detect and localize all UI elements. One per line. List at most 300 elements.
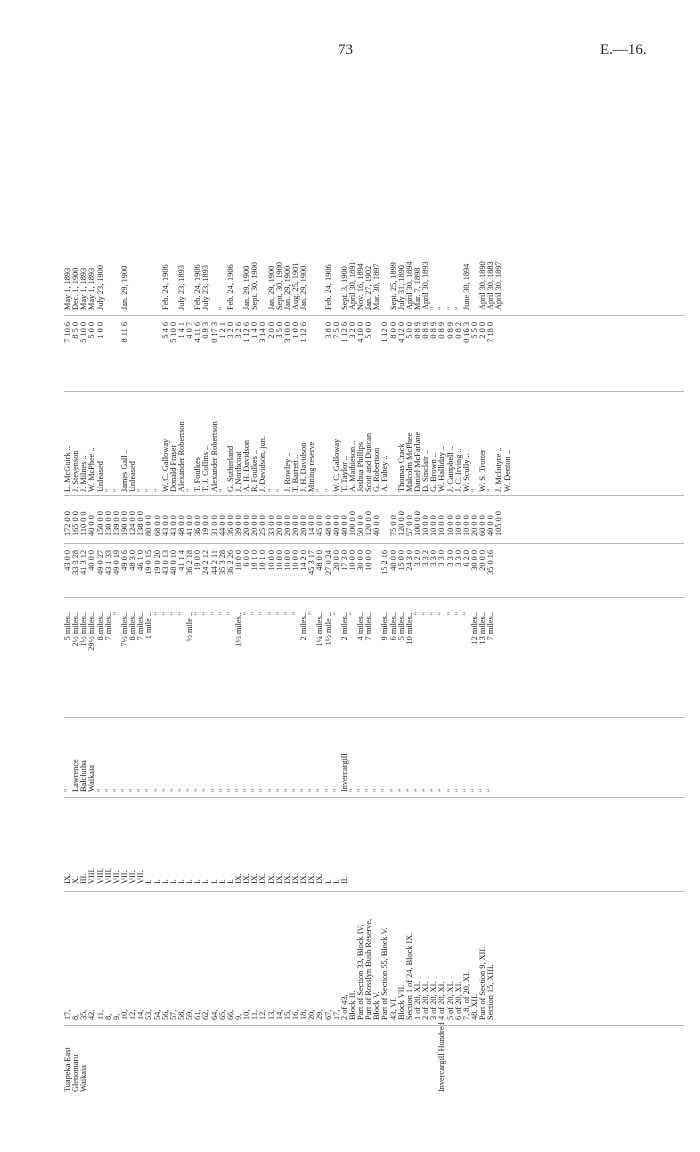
table-cell: Part of Section 33, Block IV. — [356, 924, 366, 1020]
table-cell: " — [111, 788, 121, 792]
table-cell: 29, — [315, 1009, 325, 1020]
table-cell: 4 12 0 — [396, 322, 406, 343]
table-cell: 11, — [95, 1009, 105, 1020]
table-cell: 14 2 0 — [299, 550, 309, 571]
table-cell: G. Sutherland — [225, 445, 235, 492]
table-cell: Glenomaru — [71, 1054, 81, 1092]
table-cell — [268, 1030, 276, 1092]
table-cell: Block VII. — [396, 984, 406, 1020]
table-cell: 31 0 0 — [209, 515, 219, 536]
table-cell: " — [250, 788, 260, 792]
table-cell: 3 of 20, XI. — [429, 981, 439, 1020]
table-cell: 13, — [266, 1009, 276, 1020]
table-cell: J. Davidson, jun. — [258, 435, 268, 492]
table-cell: " — [421, 788, 431, 792]
table-cell: 58, — [176, 1009, 186, 1020]
table-cell: 110 0 0 — [79, 511, 89, 536]
table-cell: June 30, 1894 — [461, 263, 471, 310]
table-cell: 1 12 6 — [299, 322, 309, 343]
lessee-column — [64, 382, 512, 492]
table-cell: I. — [144, 879, 154, 884]
column-divider — [64, 717, 684, 718]
table-cell: " — [136, 488, 146, 492]
table-cell: 17 3 0 — [339, 550, 349, 571]
table-cell: II. — [339, 876, 349, 884]
table-cell: 35 0 16 — [486, 550, 496, 575]
table-cell — [341, 1030, 349, 1092]
table-cell: " — [209, 788, 219, 792]
table-cell: 56, — [160, 1009, 170, 1020]
table-cell: " — [356, 788, 366, 792]
table-cell: 105 0 0 — [494, 511, 504, 536]
table-cell: " — [217, 488, 227, 492]
table-cell: 41 3 12 — [79, 550, 89, 575]
table-cell — [105, 322, 113, 384]
table-cell: J. McIntyre .. — [494, 447, 504, 492]
table-cell: 100 0 0 — [413, 511, 423, 536]
table-cell: " — [242, 612, 252, 616]
table-cell: I. — [225, 879, 235, 884]
table-cell: 20 0 0 — [331, 550, 341, 571]
table-cell — [471, 804, 479, 884]
table-cell: W. C. Galloway — [160, 438, 170, 492]
table-cell: 7 10 6 — [63, 322, 72, 343]
table-cell — [308, 1030, 316, 1092]
table-cell: 3 3 0 — [437, 550, 447, 567]
table-cell: 20 0 0 — [250, 515, 260, 536]
table-cell: 7 5 0 — [331, 322, 341, 339]
table-cell: " — [299, 788, 309, 792]
table-cell: 36 0 0 — [193, 515, 203, 536]
table-cell: April 30, 1883 — [486, 261, 496, 310]
table-cell: 12, — [258, 1009, 268, 1020]
table-cell: Thomas Crack — [396, 443, 406, 492]
table-cell: 8 miles.. — [95, 612, 105, 641]
table-cell: 62, — [201, 1009, 211, 1020]
table-cell: Daniel McFarlane — [413, 431, 423, 492]
table-cell: 5 0 0 — [364, 322, 374, 339]
table-cell — [414, 804, 422, 884]
table-cell: 19 0 15 — [144, 550, 154, 575]
table-cell: " — [323, 788, 333, 792]
table-cell: 1 0 0 — [290, 322, 300, 339]
table-cell: 3 3 0 — [445, 550, 455, 567]
table-cell: 6 of 20, XI. — [453, 981, 463, 1020]
table-cell: " — [201, 612, 211, 616]
table-cell: " — [323, 488, 333, 492]
table-cell: 48 0 10 — [168, 550, 178, 575]
table-cell: Section 1 of 24, Block IX. — [404, 932, 414, 1020]
table-cell: 10 0 0 — [274, 550, 284, 571]
table-cell — [479, 804, 487, 884]
table-cell: 42, — [87, 1009, 97, 1020]
table-cell: X. — [71, 875, 81, 884]
table-cell: VII. — [119, 870, 129, 884]
table-cell: 10 1 0 — [258, 550, 268, 571]
table-cell: " — [486, 788, 496, 792]
table-cell: 40 0 0 — [486, 515, 496, 536]
table-cell: 10 1 0 — [250, 550, 260, 571]
table-cell: Alexander Robertson — [209, 421, 219, 492]
table-cell — [194, 1030, 202, 1092]
page-reference: E.—16. — [600, 42, 647, 58]
table-cell: " — [225, 788, 235, 792]
table-cell: Invercargill — [339, 753, 349, 792]
table-cell: 8, — [103, 1013, 113, 1020]
table-cell: 40 0 0 — [372, 515, 382, 536]
table-cell: " — [470, 788, 480, 792]
table-cell: " — [111, 612, 121, 616]
table-cell: 4 miles.. — [356, 612, 366, 641]
table-cell: 120 0 0 — [396, 511, 406, 536]
table-cell — [357, 1030, 365, 1092]
table-cell: IX. — [250, 873, 260, 884]
table-cell: 8 5 0 — [71, 322, 81, 339]
table-cell: 8, — [71, 1013, 81, 1020]
table-cell: 80 0 0 — [144, 515, 154, 536]
table-cell: 2 miles.. — [299, 612, 309, 641]
table-cell: " — [63, 788, 72, 792]
table-cell: 10 0 0 — [453, 515, 463, 536]
table-cell: 2 0 0 — [478, 322, 488, 339]
table-cell: 5 4 6 — [160, 322, 170, 339]
table-cell: 5 0 0 — [404, 322, 414, 339]
table-cell: " — [453, 788, 463, 792]
table-cell — [243, 1030, 251, 1092]
table-cell: 5 miles.. — [396, 612, 406, 641]
table-cell: April 30, 1897 — [494, 261, 504, 310]
table-cell — [162, 1030, 170, 1092]
table-cell: 20, — [307, 1009, 317, 1020]
table-cell: " — [453, 306, 463, 310]
table-cell: 41 1 4 — [176, 550, 186, 571]
table-cell: 10 miles.. — [404, 612, 414, 645]
table-cell: 46 1 0 — [136, 550, 146, 571]
table-cell — [129, 242, 137, 310]
table-cell: 44 2 11 — [209, 550, 219, 575]
nearest-town-column — [64, 722, 495, 792]
district-column — [63, 1022, 447, 1092]
table-cell: Mining reserve — [307, 441, 317, 492]
table-cell — [219, 1030, 227, 1092]
table-cell — [137, 322, 145, 384]
table-cell: 0 17 3 — [209, 322, 219, 343]
table-cell: J. C. Irving .. — [453, 448, 463, 492]
table-cell: 20 0 0 — [282, 515, 292, 536]
table-cell: " — [266, 612, 276, 616]
table-cell: 17, — [63, 1009, 72, 1020]
table-cell: Block II. — [347, 990, 357, 1020]
column-divider — [64, 597, 684, 598]
table-cell: Aug. 25, 1901 — [290, 262, 300, 310]
table-cell — [154, 1030, 162, 1092]
column-divider — [64, 315, 684, 316]
table-cell: 1¼ miles.. — [315, 612, 325, 647]
table-cell: T. Barrett .. — [290, 454, 300, 492]
table-cell: 39 0 0 — [233, 515, 243, 536]
table-cell: Unleased — [128, 461, 138, 492]
table-cell: W. Scully .. — [461, 453, 471, 492]
table-cell: " — [437, 612, 447, 616]
table-cell: 4 10 0 — [356, 322, 366, 343]
table-cell: W. McPhee .. — [87, 447, 97, 492]
table-cell: Waikaia — [79, 1065, 89, 1092]
table-cell — [414, 1030, 422, 1092]
table-cell: Lawrence — [71, 759, 81, 792]
table-cell: I. — [323, 879, 333, 884]
table-cell: " — [152, 612, 162, 616]
table-cell: " — [152, 788, 162, 792]
table-cell: IX. — [299, 873, 309, 884]
table-cell — [202, 1030, 210, 1092]
table-cell: T. Foulkes — [193, 457, 203, 492]
table-cell: 5 miles.. — [63, 612, 72, 641]
table-cell: 43 0 13 — [160, 550, 170, 575]
table-cell: Jan. 29, 1900 — [119, 265, 129, 310]
table-cell: 41 0 0 — [185, 515, 195, 536]
table-cell: Mar. 30, 1897 — [372, 263, 382, 310]
table-cell: 36 0 0 — [225, 515, 235, 536]
table-cell: Sept. 3, 1900 — [339, 266, 349, 310]
table-cell: " — [437, 788, 447, 792]
table-cell: 124 0 0 — [128, 511, 138, 536]
table-cell — [105, 1030, 113, 1092]
table-cell — [406, 1030, 414, 1092]
table-cell: " — [429, 788, 439, 792]
table-cell: 3 10 0 — [282, 322, 292, 343]
table-cell — [284, 1030, 292, 1092]
table-cell: 40 0 0 — [388, 550, 398, 571]
table-cell: 65, — [217, 1009, 227, 1020]
table-cell: " — [315, 788, 325, 792]
table-cell: 15, — [282, 1009, 292, 1020]
table-cell: I. — [152, 879, 162, 884]
table-cell: I. — [168, 879, 178, 884]
table-cell: 45 3 17 — [307, 550, 317, 575]
table-cell: " — [160, 788, 170, 792]
table-cell: 138 0 0 — [136, 511, 146, 536]
table-cell: 40 0 0 — [331, 515, 341, 536]
table-cell: 36 2 18 — [185, 550, 195, 575]
table-cell: IX. — [274, 873, 284, 884]
table-cell: 1 of 20, XI. — [413, 981, 423, 1020]
table-cell: " — [347, 788, 357, 792]
table-cell: " — [478, 788, 488, 792]
table-cell: IX. — [266, 873, 276, 884]
table-cell: 10 0 0 — [429, 515, 439, 536]
table-cell: 120 0 0 — [364, 511, 374, 536]
table-cell: " — [429, 306, 439, 310]
table-cell: 5 0 0 — [87, 322, 97, 339]
table-cell: Jan. 29, 1900 — [299, 265, 309, 310]
table-cell: 9, — [233, 1013, 243, 1020]
table-cell: " — [331, 788, 341, 792]
table-cell: III. — [79, 873, 89, 884]
table-cell: 7 miles.. — [136, 612, 146, 641]
table-cell: W. S. Trotter — [478, 449, 488, 492]
table-cell: 1½ miles.. — [233, 612, 243, 647]
table-cell: I. — [331, 879, 341, 884]
column-divider — [64, 391, 684, 392]
table-cell — [276, 1030, 284, 1092]
table-cell — [259, 1030, 267, 1092]
table-cell: " — [486, 488, 496, 492]
table-cell — [381, 1030, 389, 1092]
table-cell: 3 3 0 — [429, 550, 439, 567]
table-cell: 43, VI. — [388, 996, 398, 1020]
table-cell: 57 0 0 — [404, 515, 414, 536]
table-cell — [365, 804, 373, 884]
table-cell: " — [168, 788, 178, 792]
table-cell: Malcolm McPhee — [404, 432, 414, 492]
table-cell — [463, 804, 471, 884]
table-cell: " — [103, 488, 113, 492]
table-cell: 19 0 20 — [152, 550, 162, 575]
table-cell: " — [152, 488, 162, 492]
table-cell: 10 0 0 — [364, 550, 374, 571]
table-cell: 9 miles.. — [380, 612, 390, 641]
table-cell — [430, 804, 438, 884]
table-cell: 7, 8, of 20, XI. — [461, 971, 471, 1020]
table-cell: 27 0 24 — [323, 550, 333, 575]
table-cell — [316, 1030, 324, 1092]
table-cell: 30 0 0 — [356, 550, 366, 571]
table-cell: 100 0 0 — [347, 511, 357, 536]
table-cell — [178, 1030, 186, 1092]
table-cell — [145, 322, 153, 384]
table-cell: Block V. — [372, 991, 382, 1020]
table-cell: Sept. 30, 1900 — [274, 262, 284, 310]
table-cell: 10, — [119, 1009, 129, 1020]
table-cell: 48 3 0 — [128, 550, 138, 571]
table-cell: Section 15, XIII. — [486, 964, 496, 1020]
table-cell: A. Fahey .. — [380, 455, 390, 492]
table-cell — [333, 1030, 341, 1092]
table-cell: 3 2 0 — [347, 322, 357, 339]
table-cell: 6 miles.. — [388, 612, 398, 641]
table-cell: 36 2 26 — [225, 550, 235, 575]
table-cell: 7 miles.. — [364, 612, 374, 641]
table-cell: 1 4 0 — [250, 322, 260, 339]
table-cell: " — [217, 612, 227, 616]
table-cell: 2 of 20, XI. — [421, 981, 431, 1020]
table-cell: Feb. 24, 1906 — [160, 264, 170, 310]
table-cell: 4 of 20, XI. — [437, 981, 447, 1020]
table-cell — [455, 804, 463, 884]
table-cell: 33 0 0 — [266, 515, 276, 536]
table-cell: 25 0 0 — [258, 515, 268, 536]
table-cell: 7 miles.. — [486, 612, 496, 641]
table-cell: 3 8 0 — [323, 322, 333, 339]
table-cell: 7 18 0 — [486, 322, 496, 343]
table-cell: 1 4 1 — [176, 322, 186, 339]
table-cell: Joshua Phillips — [356, 441, 366, 492]
table-cell: 40 0 0 — [339, 515, 349, 536]
table-cell: Balclutha — [79, 760, 89, 792]
table-cell: " — [437, 306, 447, 310]
table-cell: 43 0 0 — [160, 515, 170, 536]
table-cell: " — [193, 612, 203, 616]
table-cell: " — [413, 612, 423, 616]
table-cell: 61, — [193, 1009, 203, 1020]
table-cell — [121, 1030, 129, 1092]
table-cell: " — [372, 788, 382, 792]
table-cell: Jan. 29, 1900 — [282, 265, 292, 310]
table-cell — [390, 804, 398, 884]
table-cell: " — [388, 788, 398, 792]
table-cell: " — [217, 788, 227, 792]
table-cell: " — [421, 612, 431, 616]
table-cell: " — [233, 788, 243, 792]
table-cell: 5 10 0 — [168, 322, 178, 343]
table-cell: IX. — [315, 873, 325, 884]
table-cell: 10 0 0 — [461, 515, 471, 536]
column-divider — [64, 1025, 684, 1026]
table-cell: 19 0 0 — [201, 515, 211, 536]
table-cell: 1 0 0 — [95, 322, 105, 339]
table-cell: 19 0 0 — [193, 550, 203, 571]
table-cell: " — [290, 788, 300, 792]
table-cell: 24 2 12 — [201, 550, 211, 575]
table-cell: 14, — [274, 1009, 284, 1020]
table-cell: 0 8 9 — [429, 322, 439, 339]
table-cell: I. — [176, 879, 186, 884]
table-cell — [105, 242, 113, 310]
table-cell: 3 14 0 — [258, 322, 268, 343]
table-cell: VIII. — [87, 867, 97, 884]
table-cell: July 31, 1890 — [396, 265, 406, 310]
table-cell: " — [347, 612, 357, 616]
table-cell: 0 8 9 — [421, 322, 431, 339]
table-cell — [365, 1030, 373, 1092]
table-cell: 1½ miles.. — [79, 612, 89, 647]
table-cell: " — [307, 788, 317, 792]
table-cell — [145, 1030, 153, 1092]
table-cell: 15 2 16 — [380, 550, 390, 575]
table-cell: " — [461, 788, 471, 792]
table-cell — [300, 1030, 308, 1092]
table-cell: 0 9 3 — [201, 322, 211, 339]
table-cell: A. H. Davidson — [242, 439, 252, 492]
table-cell: 48 0 0 — [323, 515, 333, 536]
table-cell: Mar. 7, 1898 — [413, 267, 423, 310]
table-cell: 10 0 0 — [437, 515, 447, 536]
table-cell: 14 0 0 — [307, 515, 317, 536]
table-cell: J. Campbell .. — [445, 446, 455, 492]
table-cell: 45 0 0 — [315, 515, 325, 536]
table-cell — [227, 1030, 235, 1092]
column-divider — [64, 495, 684, 496]
table-cell: " — [266, 488, 276, 492]
table-cell: J. Northcoat — [233, 451, 243, 492]
table-cell: " — [144, 788, 154, 792]
table-cell: " — [290, 612, 300, 616]
table-cell: VIII. — [95, 867, 105, 884]
table-cell: 17, — [331, 1009, 341, 1020]
table-cell: " — [445, 612, 455, 616]
table-cell — [406, 804, 414, 884]
table-cell: Jan. 29, 1900 — [266, 265, 276, 310]
table-cell: 54, — [152, 1009, 162, 1020]
table-cell: 3 2 0 — [413, 550, 423, 567]
table-cell: D. Sinclair .. — [421, 449, 431, 492]
table-cell: 20 0 0 — [290, 515, 300, 536]
date-column — [64, 242, 504, 310]
table-cell: Unleased — [95, 461, 105, 492]
table-cell: 139 0 0 — [111, 511, 121, 536]
table-cell: VIII. — [103, 867, 113, 884]
table-cell — [390, 1030, 398, 1092]
